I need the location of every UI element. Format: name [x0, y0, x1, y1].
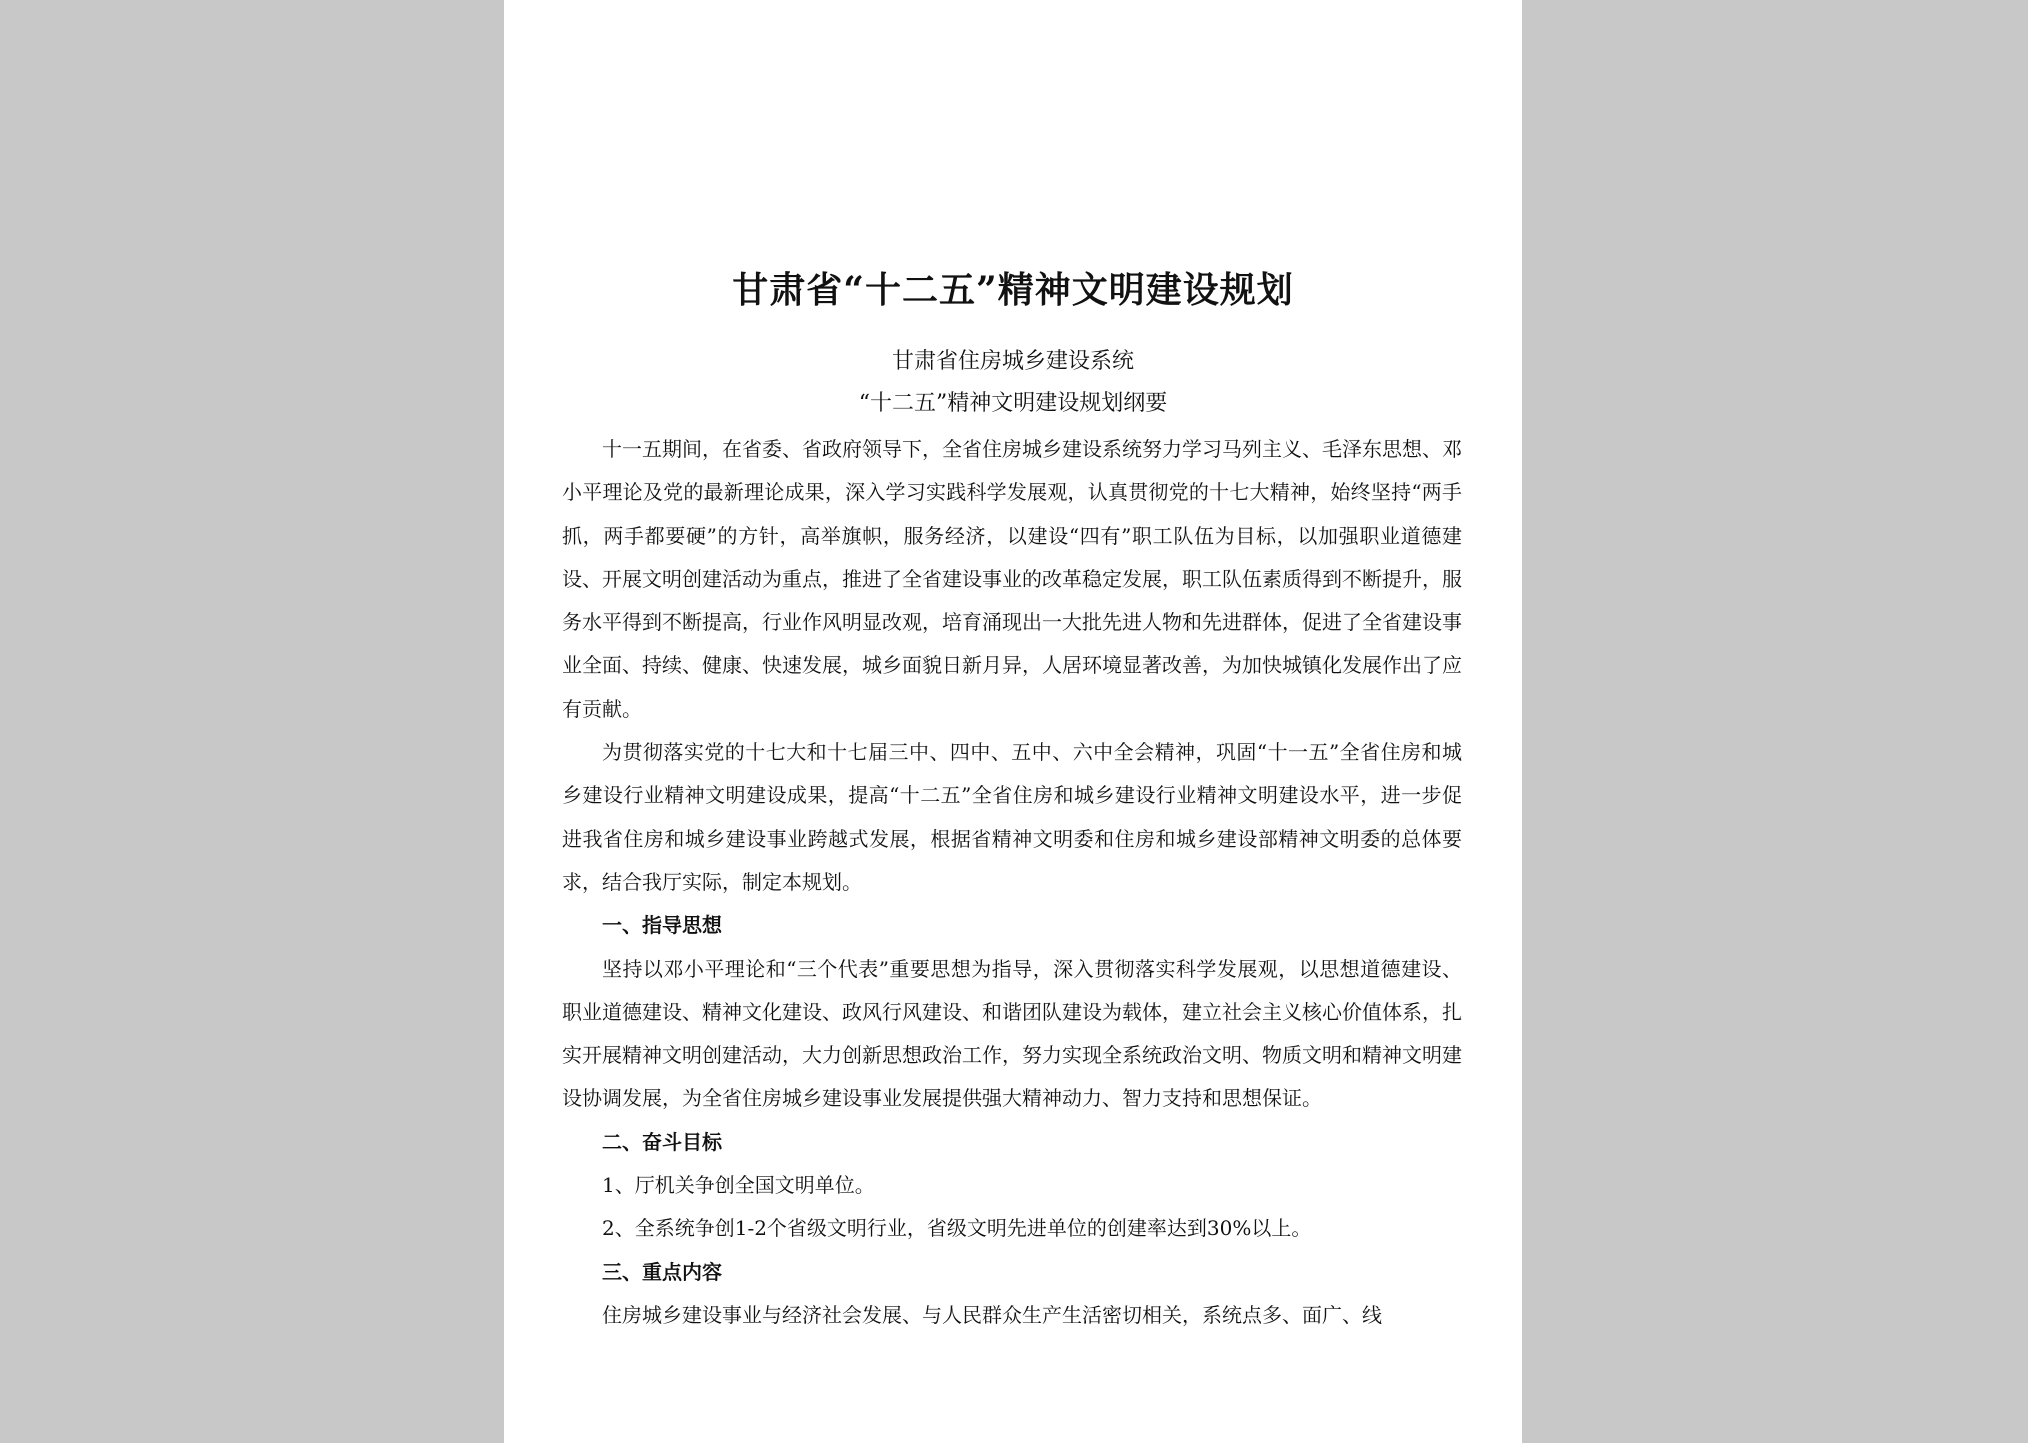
guiding-ideology-paragraph: 坚持以邓小平理论和“三个代表”重要思想为指导，深入贯彻落实科学发展观，以思想道德建设、职业道德建设、精神文化建设、政风行风建设、和谐团队建设为载体，建立社会主义核心价值体系，扎实开展精神文明创建活动，大力创新思想政治工作，努力实现全系统政治文明、物质文明和精神文明建设协调发展，为全省住房城乡建设事业发展提供强大精神动力、智力支持和思想保证。: [562, 956, 1462, 1111]
document-page: [504, 0, 1522, 1443]
intro-paragraph-2: 为贯彻落实党的十七大和十七届三中、四中、五中、六中全会精神，巩固“十一五”全省住房和城乡建设行业精神文明建设成果，提高“十二五”全省住房和城乡建设行业精神文明建设水平，进一步促进我省住房和城乡建设事业跨越式发展，根据省精神文明委和住房和城乡建设部精神文明委的总体要求，结合我厅实际，制定本规划。: [562, 740, 1462, 894]
section-heading-guiding-ideology: 一、指导思想: [602, 913, 722, 938]
document-subtitle-line1: 甘肃省住房城乡建设系统: [891, 349, 1134, 374]
document-body: [562, 428, 1462, 1337]
goal-item-2: 2、全系统争创1-2个省级文明行业，省级文明先进单位的创建率达到30%以上。: [602, 1216, 1312, 1241]
section-heading-key-content: 三、重点内容: [602, 1259, 722, 1284]
intro-paragraph-1: 十一五期间，在省委、省政府领导下，全省住房城乡建设系统努力学习马列主义、毛泽东思想、邓小平理论及党的最新理论成果，深入学习实践科学发展观，认真贯彻党的十七大精神，始终坚持“两手抓，两手都要硬”的方针，高举旗帜，服务经济，以建设“四有”职工队伍为目标，以加强职业道德建设、开展文明创建活动为重点，推进了全省建设事业的改革稳定发展，职工队伍素质得到不断提升，服务水平得到不断提高，行业作风明显改观，培育涌现出一大批先进人物和先进群体，促进了全省建设事业全面、持续、健康、快速发展，城乡面貌日新月异，人居环境显著改善，为加快城镇化发展作出了应有贡献。: [562, 437, 1462, 721]
goal-item-1: 1、厅机关争创全国文明单位。: [602, 1173, 875, 1198]
document-subtitle-line2: “十二五”精神文明建设规划纲要: [858, 391, 1168, 416]
section-heading-goals: 二、奋斗目标: [602, 1129, 722, 1154]
document-title: 甘肃省“十二五”精神文明建设规划: [732, 269, 1294, 311]
key-content-paragraph: 住房城乡建设事业与经济社会发展、与人民群众生产生活密切相关，系统点多、面广、线: [602, 1302, 1382, 1327]
